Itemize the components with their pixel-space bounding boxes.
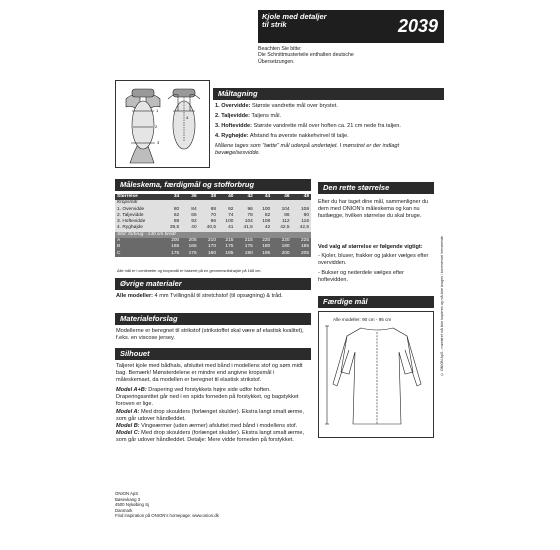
model-item: Model C: Med drop skoulders (forlænget skulder). Ekstra langt smalt ærme, som går udover håndleddet. Detalje: Mere vidde forneden på forstykket. [116,429,305,443]
storrelse-bullet: - Kjoler, bluser, frakker og jakker vælges efter overvidden. [318,253,429,266]
finished-dress-box [318,311,434,438]
measure-1-label: 1 [156,108,159,113]
table-row: 2. Taljevidde 62 66 70 74 78 82 86 90 [117,212,309,218]
table-fabric-label-row: Stof: forbrug - 140 cm bredt [115,232,311,238]
measure-4-label: 4 [186,115,189,120]
silhouet-text: Taljeret kjole med bådhals, afsluttet med bånd i modellens stof og søm midt bag. Bemærk! Mønsterdelene er mindre end angivne kropsmål i måleskemaet, da modellen er beregnet til elastisk strikstof. Model A+B: Drapering ved forstykkets højre side udfor hoften. Draperingssnittet går ned i en spids forneden på forstykket, og bagstykket foroven er lige. Model A: Med drop skoulders (forlænget skulder). Ekstra langt smalt ærme, som går udover håndleddet. Model B: Vingeærmer (uden ærmer) afsluttet med bånd i modellens stof. Model C: Med drop skoulders (forlænget skulder). Ekstra langt smalt ærme, som går udover håndleddet. Detalje: Mere vidde forneden på forstykket. [116,363,310,444]
pattern-sheet [113,6,446,544]
measure-footnote: Målene tages som "tætte" mål udenpå undertøjet. I mønstret er der indlagt bevægelsesvidde. [215,143,399,157]
materialeforslag-heading: Materialeforslag [115,313,311,325]
pattern-title: Kjole med detaljer til strik [262,12,327,29]
measure-item: 4. Ryghøjde: Afstand fra øverste nakkehvirvel til talje. [215,133,349,140]
table-row: 4. Ryghøjde 39,5 40 40,5 41 41,5 42 42,5 42,5 [117,225,309,231]
silhouet-heading: Silhouet [115,348,311,360]
ovrige-text: Alle modeller: 4 mm Tvillingnål til stretchstof (til opsøgning) & tråd. [116,293,283,299]
table-row: 1. Overvidde 80 84 88 92 96 100 104 108 [117,206,309,212]
storrelse-guidance: Ved valg af størrelse er følgende vigtigt: - Kjoler, bluser, frakker og jakker vælges efter overvidden. - Bukser og nederdele vælges efter hoftevidden. [318,244,433,284]
ovrige-heading: Øvrige materialer [115,278,311,290]
pattern-header [258,10,444,43]
storrelse-bullet: - Bukser og nederdele vælges efter hoftevidden. [318,270,404,283]
table-subheader-row: Kropsmål [115,200,311,206]
measure-item: 2. Taljevidde: Taljens mål. [215,113,282,120]
table-row: C 175 175 180 185 190 195 200 205 [117,250,309,256]
table-row: B 165 165 170 175 175 180 180 185 [117,244,309,250]
faerdige-heading: Færdige mål [318,296,434,308]
model-item: Model A+B: Drapering ved forstykkets højre side udfor hoften. Draperingssnittet går ned i en spids forneden på forstykket, og bagstykket foroven er lige. [116,387,299,408]
maaleskema-heading: Måleskema, færdigmål og stofforbrug [115,179,311,191]
company-address: ONION ApS Bøsevkang 3 4500 Nykøbing Sj Danmark Find inspiration på ONION's homepage: www.onion.dk [115,491,219,518]
table-row: A 200 205 210 215 215 220 220 225 [117,238,309,244]
table-footnote: Alle mål er i centimeter og kropsmål er baseret på en gennemsnitshøjde på 168 cm. [117,268,262,273]
maaltagning-heading: Måltagning [213,88,444,100]
translation-note: Beachten Sie bitte: Die Schnittmusterteile enthalten deutsche Übersetzungen. [258,46,354,65]
measurement-table [115,194,311,257]
finished-length-caption: Alle modeller: 90 cm - 95 cm [333,317,392,322]
measure-item: 1. Overvidde: Største vandrette mål over brystet. [215,103,338,109]
measure-3-label: 3 [157,140,160,145]
model-item: Model B: Vingeærmer (uden ærmer) afsluttet med bånd i modellens stof. [116,422,298,429]
model-item: Model A: Med drop skoulders (forlænget skulder). Ekstra langt smalt ærme, som går udover håndleddet. [116,408,304,422]
storrelse-text: Efter du har taget dine mål, sammenligner du dem med ONION's måleskema og kan nu fastlægge, hvilken størrelse du skal bruge. [318,199,429,219]
pattern-number: 2039 [397,16,438,36]
measure-2-label: 2 [155,124,158,129]
dress-drawing [319,312,435,439]
materialeforslag-text: Modellerne er beregnet til strikstof (strikstoffet skal være af elastisk kvalitet), f.eks. en viscose jersey. [116,328,304,342]
storrelse-heading: Den rette størrelse [318,182,434,194]
table-header-row: Størrelse 34 36 38 40 42 44 46 48 [117,194,309,199]
table-row: 3. Hoftevidde 88 92 96 100 104 108 112 116 [117,219,309,225]
body-measure-figures [116,81,211,169]
maaltagning-list [215,103,443,158]
copyright-side-text: © ONION ApS - mønstret må ikke kopieres og må ikke bruges i kommerciel henseende [440,236,444,377]
measure-item: 3. Hoftevidde: Største vandrette mål over hoften ca. 21 cm nede fra taljen. [215,123,401,130]
body-figure-box [115,80,210,168]
